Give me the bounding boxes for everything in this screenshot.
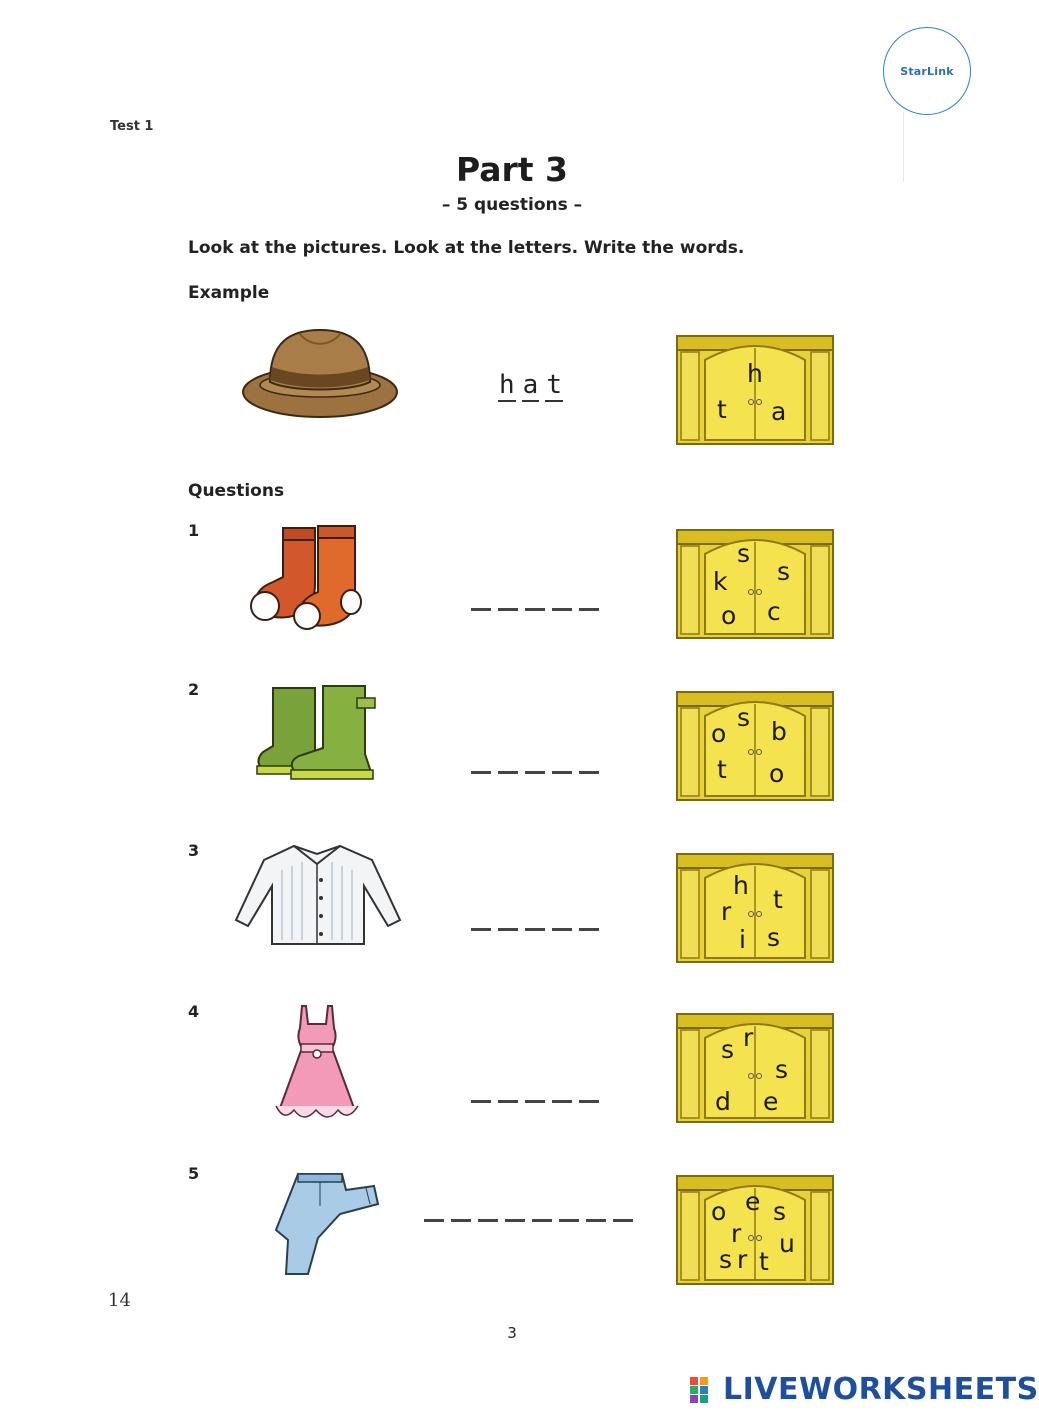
- cabinet-letter: r: [743, 1023, 754, 1052]
- socks-icon: [243, 522, 368, 632]
- cabinet-letter: h: [733, 871, 749, 900]
- cabinet-letter: t: [717, 395, 727, 424]
- trousers-icon: [270, 1170, 382, 1280]
- cabinet-letter: r: [731, 1219, 742, 1248]
- liveworksheets-icon: [690, 1377, 720, 1403]
- brand-text: LIVEWORKSHEETS: [723, 1372, 1039, 1407]
- cabinet-letter: s: [773, 1197, 787, 1226]
- cabinet-letter: c: [767, 597, 781, 626]
- answer-letter: t: [546, 370, 562, 400]
- page-number: 3: [507, 1324, 517, 1342]
- book-page-number: 14: [108, 1290, 131, 1311]
- page-subtitle: – 5 questions –: [441, 195, 583, 215]
- cabinet-letter: o: [711, 1197, 727, 1226]
- cabinet-letter: a: [771, 397, 787, 426]
- cabinet-letter: o: [711, 719, 727, 748]
- example-label: Example: [188, 283, 270, 303]
- cabinet-letter: t: [717, 755, 727, 784]
- cabinet-letter: i: [739, 925, 746, 954]
- answer-blanks[interactable]: [471, 928, 599, 931]
- cabinet-letter: e: [745, 1187, 761, 1216]
- cabinet-letter: d: [715, 1087, 731, 1116]
- cabinet-letter: t: [759, 1247, 769, 1276]
- answer-letter: a: [522, 370, 539, 400]
- letter-cabinet: [675, 684, 835, 804]
- letter-cabinet: [675, 328, 835, 448]
- answer-blanks[interactable]: [471, 608, 599, 611]
- cabinet-letter: u: [779, 1229, 795, 1258]
- cabinet-letter: k: [713, 567, 728, 596]
- question-number: 5: [188, 1164, 200, 1183]
- question-number: 4: [188, 1002, 200, 1021]
- questions-label: Questions: [188, 481, 285, 501]
- answer-blanks[interactable]: [424, 1219, 633, 1222]
- question-number: 2: [188, 680, 200, 699]
- cabinet-letter: s: [737, 703, 751, 732]
- cabinet-letter: r: [737, 1245, 748, 1274]
- letter-cabinet: [675, 1168, 835, 1288]
- instructions: Look at the pictures. Look at the letters. Write the words.: [188, 238, 745, 258]
- question-number: 3: [188, 841, 200, 860]
- starlink-logo: [883, 27, 971, 115]
- test-label: Test 1: [110, 119, 154, 134]
- hat-icon: [240, 322, 400, 422]
- liveworksheets-logo: [690, 1372, 1039, 1407]
- boots-icon: [253, 680, 383, 785]
- cabinet-letter: e: [763, 1087, 779, 1116]
- letter-cabinet: [675, 846, 835, 966]
- cabinet-letter: o: [769, 759, 785, 788]
- dress-icon: [272, 1002, 362, 1127]
- cabinet-letter: b: [771, 717, 787, 746]
- cabinet-letter: o: [721, 601, 737, 630]
- cabinet-letter: s: [777, 557, 791, 586]
- cabinet-letter: h: [747, 359, 763, 388]
- question-number: 1: [188, 521, 200, 540]
- answer-letter: h: [499, 370, 515, 400]
- answer-blanks[interactable]: [471, 1100, 599, 1103]
- cabinet-letter: s: [721, 1035, 735, 1064]
- letter-cabinet: [675, 522, 835, 642]
- shirt-icon: [232, 840, 402, 950]
- page-title: Part 3: [455, 150, 569, 189]
- example-answer: [498, 370, 563, 402]
- cabinet-letter: s: [775, 1055, 789, 1084]
- logo-text: StarLink: [900, 64, 954, 78]
- cabinet-letter: s: [767, 923, 781, 952]
- letter-cabinet: [675, 1006, 835, 1126]
- cabinet-letter: s: [737, 539, 751, 568]
- cabinet-letter: r: [721, 897, 732, 926]
- answer-blanks[interactable]: [471, 771, 599, 774]
- cabinet-letter: t: [773, 885, 783, 914]
- cabinet-letter: s: [719, 1245, 733, 1274]
